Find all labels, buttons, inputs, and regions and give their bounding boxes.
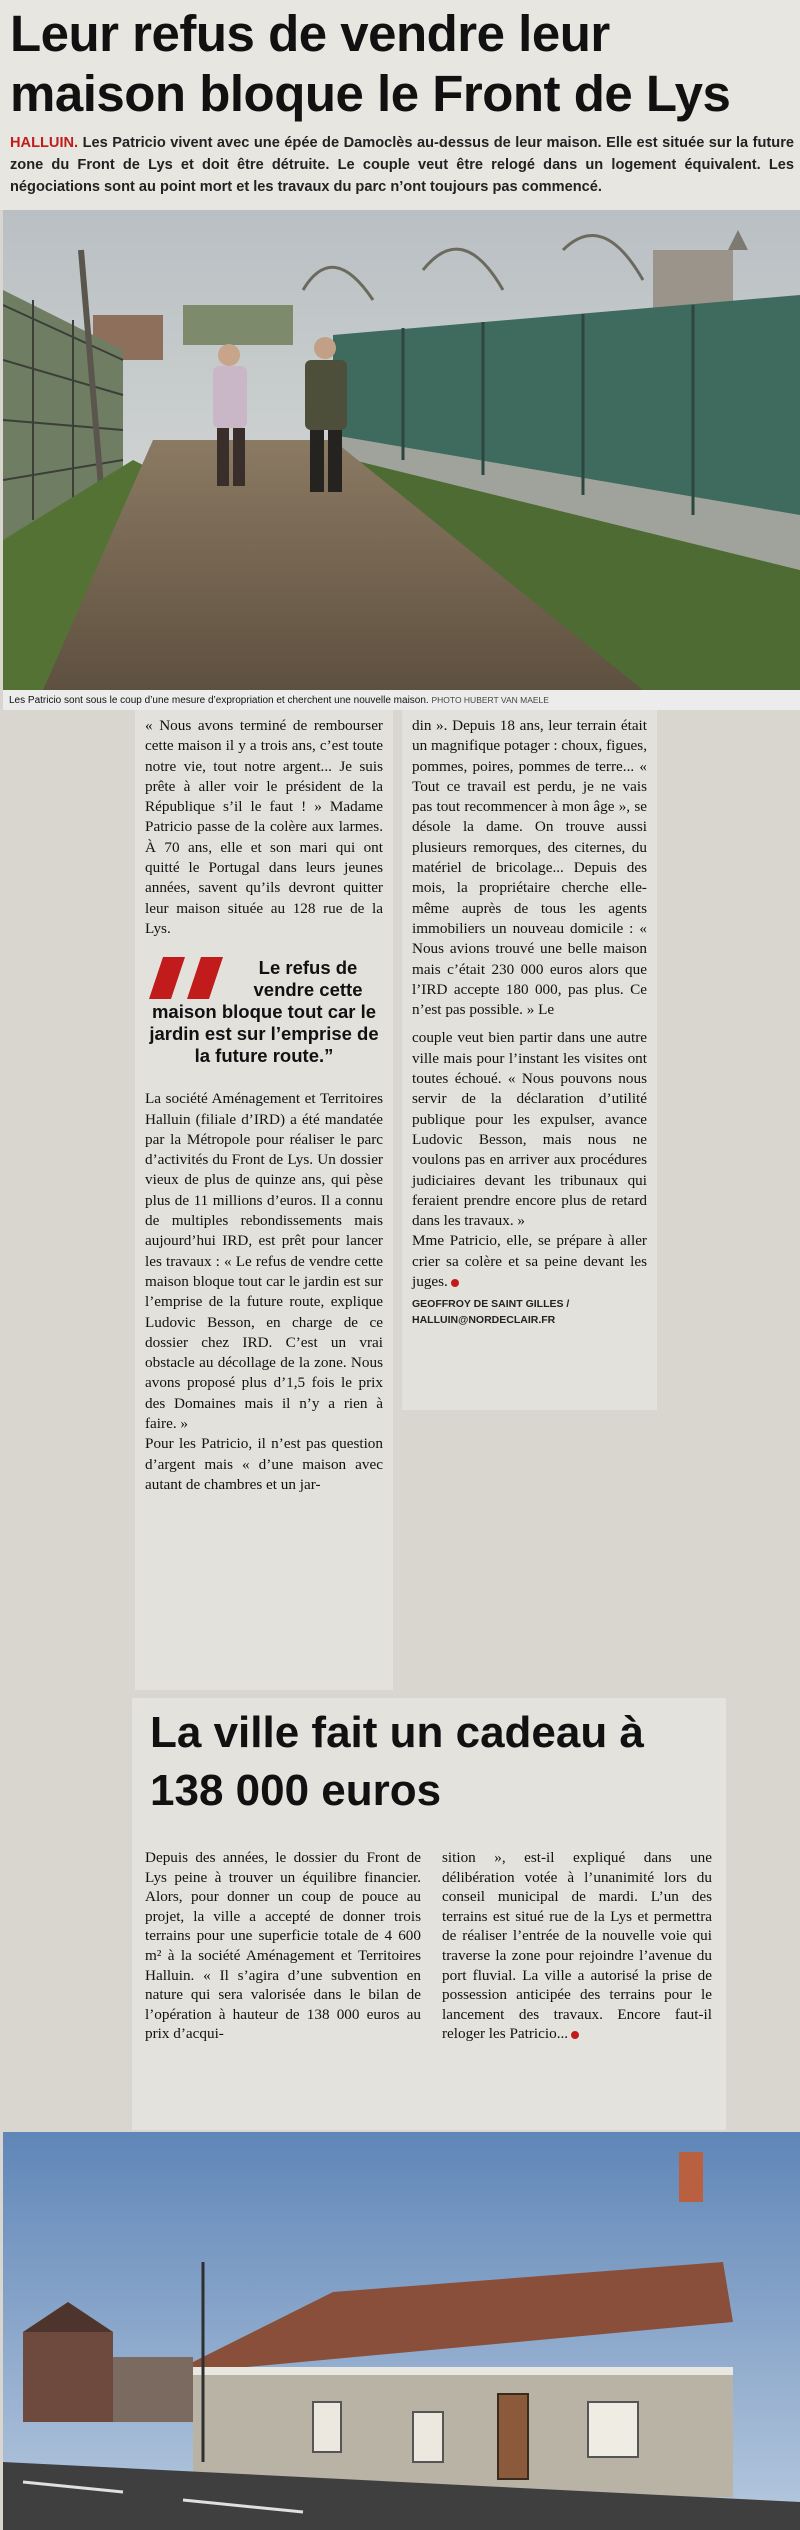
lead-text: Les Patricio vivent avec une épée de Damoclès au-dessus de leur maison. Elle est située sur la future zone du Front de Lys et doit être détruite. Le couple veut être relogé dans un logement équivalent. Les négociations sont au point mort et les travaux du parc n’ont toujours pas commencé. <box>10 135 794 195</box>
end-bullet-icon <box>571 2031 579 2039</box>
photo-credit: PHOTO HUBERT VAN MAELE <box>431 695 549 705</box>
sidebar-title: La ville fait un cadeau à 138 000 euros <box>150 1708 644 1815</box>
article-body: La société Aménagement et Territoires Halluin (filiale d’IRD) a été mandatée par la Métropole pour réaliser le parc d’activités du Front de Lys. Un dossier vieux de plus de quinze ans, qui pèse plus de 11 millions d’euros. Il a connu de multiples rebondissements mais aujourd’hui IRD, est prêt pour lancer les travaux : « Le refus de vendre cette maison bloque tout car le jardin est sur l’emprise de la future route, explique Ludovic Besson, en charge de ce dossier chez IRD. C’est un vrai obstacle au décollage de la zone. Nous avons proposé plus d’1,5 fois le prix des Domaines mais il n’y a rien à faire. » <box>145 1090 383 1433</box>
byline <box>412 1296 647 1328</box>
sidebar-col1-text: Depuis des années, le dossier du Front de Lys peine à trouver un équilibre financier. Alors, pour donner un coup de pouce au projet, la ville a accepté de donner trois terrains pour une superficie totale de 4 600 m² à la société Aménagement et Territoires Halluin. « Il s’agira d’une subvention en nature qui sera valorisée dans le bilan de l’opération à hauteur de 138 000 euros au prix d’acqui- <box>145 1849 421 2043</box>
photo-caption <box>3 690 800 710</box>
article-col2-c-text: Mme Patricio, elle, se prépare à aller crier sa colère et sa peine devant les juges. <box>412 1232 647 1291</box>
quote-mark-icon <box>145 957 227 999</box>
article-col1-end: Pour les Patricio, il n’est pas question d’argent mais « d’une maison avec autant de chambres et un jar- <box>145 1435 383 1493</box>
article-intro: « Nous avons terminé de rembourser cette maison il y a trois ans, c’est toute notre vie, tout notre argent... Je suis prête à aller voir le président de la République s’il le faut ! » Madame Patricio passe de la colère aux larmes. À 70 ans, elle et son mari qui ont quitté le Portugal dans leurs jeunes années, savent qu’ils devront quitter leur maison située au 128 rue de la Lys. <box>145 717 383 937</box>
byline-email: HALLUIN@NORDECLAIR.FR <box>412 1314 556 1327</box>
sidebar-col2-text: sition », est-il expliqué dans une délibération votée à l’unanimité lors du conseil municipal de mardi. L’un des terrains est situé rue de la Lys et permettra de réaliser l’entrée de la nouvelle voie qui traverse la zone pour rejoindre l’avenue du port fluvial. La ville a autorisé la prise de possession anticipée des terrains pour le lancement des travaux. Encore faut-il reloger les Patricio... <box>442 1849 712 2043</box>
pullquote-text: Le refus de vendre cette maison bloque tout car le jardin est sur l’emprise de la future route.” <box>149 957 379 1067</box>
article-column-2 <box>402 710 657 1410</box>
pullquote <box>145 957 383 1067</box>
photo-couple-walking <box>3 210 800 690</box>
lead-paragraph <box>10 132 794 198</box>
photo-house <box>3 2132 800 2530</box>
sidebar-col2-p <box>442 1848 712 2044</box>
caption-text: Les Patricio sont sous le coup d’une mesure d’expropriation et cherchent une nouvelle maison. <box>9 695 429 706</box>
sidebar-column-1 <box>145 1848 421 2044</box>
sidebar-column-2 <box>442 1848 712 2044</box>
byline-name: GEOFFROY DE SAINT GILLES / <box>412 1298 570 1311</box>
article-col2-a: din ». Depuis 18 ans, leur terrain était un magnifique potager : choux, figues, pommes, poires, pommes de terre... « Tout ce travail est perdu, je ne vais pas tout recommencer à mon âge », se désole la dame. On trouve aussi plusieurs remorques, des citernes, du matériel de bricolage... Depuis des mois, la propriétaire cherche elle-même auprès de tous les agents immobiliers un nouveau domicile : « Nous avions trouvé une belle maison mais c’était 230 000 euros alors que l’IRD accepte 180 000, pas plus. Ce n’est pas possible. » Le <box>412 717 647 1019</box>
end-bullet-icon <box>451 1279 459 1287</box>
article-col2-b: couple veut bien partir dans une autre ville mais pour l’instant les visites ont toutes échoué. « Nous pouvons nous servir de la déclaration d’utilité publique pour les expulser, avance Ludovic Besson, mais nous ne voulons pas en arriver aux procédures judiciaires devant les tribunaux qui feraient prendre encore plus de retard dans les travaux. » <box>412 1029 647 1230</box>
article-column-1 <box>135 710 393 1690</box>
lead-place: HALLUIN. <box>10 135 79 151</box>
sidebar-box <box>132 1698 726 2130</box>
headline: Leur refus de vendre leur maison bloque le Front de Lys <box>10 5 731 122</box>
article-col2-c <box>412 1231 647 1292</box>
